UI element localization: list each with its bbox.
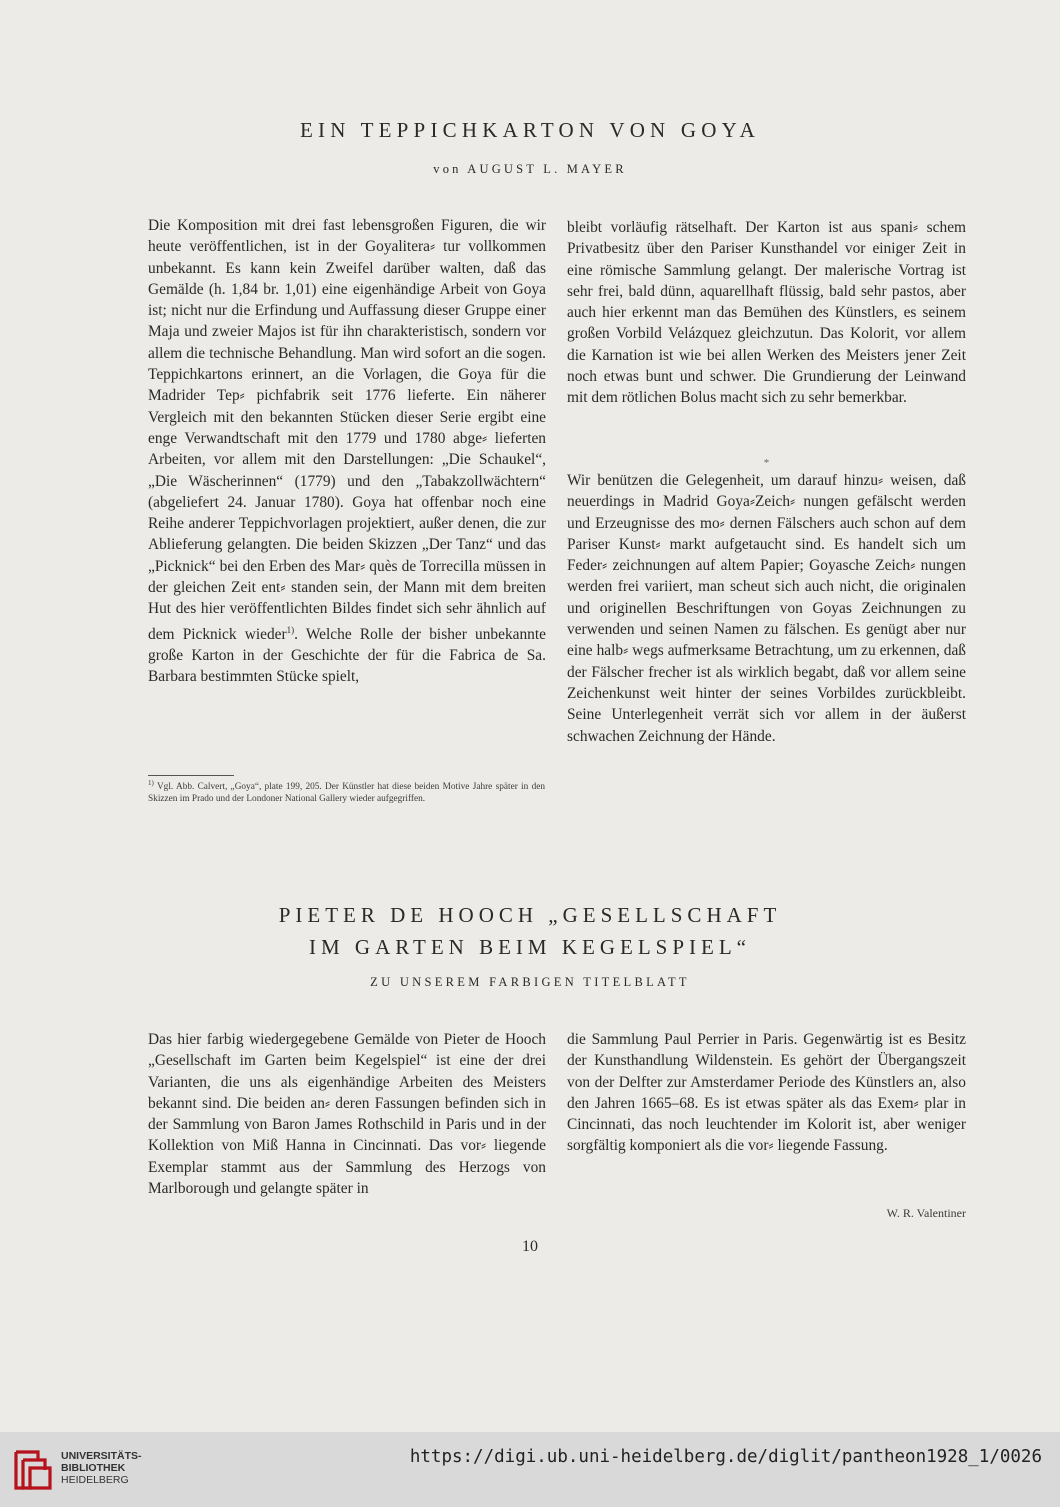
article2-column-right: [567, 1029, 966, 1157]
author-signature: W. R. Valentiner: [886, 1206, 966, 1220]
library-name-line: UNIVERSITÄTS-: [61, 1450, 142, 1462]
footnote-divider: [148, 775, 234, 776]
library-name-line: HEIDELBERG: [61, 1474, 129, 1486]
article2-title-line: PIETER DE HOOCH „GESELLSCHAFT: [278, 903, 782, 927]
article-column-right-continued: [567, 470, 966, 747]
article-byline: von AUGUST L. MAYER: [433, 162, 627, 176]
body-paragraph: Wir benützen die Gelegenheit, um darauf hinzu⸗ weisen, daß neuerdings in Madrid Goya⸗Zeich⸗ nungen gefälscht werden und Erzeugnisse des mo⸗ dernen Fälschers auch schon auf dem Pariser Kunst⸗ markt aufgetaucht sind. Es handelt sich um Feder⸗ zeichnungen auf altem Papier; Goyasche Zeich⸗ nungen werden frei variiert, man scheut sich auch nicht, die originalen und originellen Beschriftungen von Goyas Zeichnungen zu verwenden und seinen Namen zu fälschen. Es genügt aber nur eine halb⸗ wegs aufmerksame Betrachtung, um zu erkennen, daß der Fälscher frecher ist als wirklich begabt, daß vor allem seine Zeichenkunst weit hinter der seines Vorbildes zurückbleibt. Seine Unterlegenheit verrät sich vor allem in der äußerst schwachen Zeichnung der Hände.: [567, 472, 966, 745]
body-paragraph: bleibt vorläufig rätselhaft. Der Karton ist aus spani⸗ schem Privatbesitz über den Pariser Kunsthandel vor einiger Zeit in eine römische Sammlung gelangt. Der malerische Vortrag ist sehr frei, bald dünn, aquarellhaft flüssig, bald sehr pastos, aber auch hier erkennt man das Bemühen des Künstlers, es seinem großen Vorbild Velázquez gleichzutun. Das Kolorit, vor allem die Karnation ist wie bei allen Werken des Meisters jener Zeit noch etwas bunt und schwer. Die Grundierung der Leinwand mit dem rötlichen Bolus macht sich zu sehr bemerkbar.: [567, 219, 966, 407]
body-text: . Welche Rolle der bisher unbekannte große Karton in der Geschichte der für die Fabrica de Sa. Barbara bestimmten Stücke spielt,: [148, 625, 546, 686]
footnote: [148, 777, 545, 805]
body-paragraph: [148, 215, 546, 688]
article2-subtitle: ZU UNSEREM FARBIGEN TITELBLATT: [370, 975, 690, 989]
library-name: [61, 1450, 142, 1486]
library-name-line: BIBLIOTHEK: [61, 1462, 126, 1474]
permalink-url[interactable]: https://digi.ub.uni-heidelberg.de/diglit/pantheon1928_1/0026: [409, 1447, 1042, 1467]
body-paragraph: Das hier farbig wiedergegebene Gemälde von Pieter de Hooch „Gesellschaft im Garten beim Kegelspiel“ ist eine der drei Varianten, die uns als eigenhändige Arbeiten des Meisters bekannt sind. Die beiden an⸗ deren Fassungen befinden sich in der Sammlung von Baron James Rothschild in Paris und in der Kollektion von Miß Hanna in Cincinnati. Das vor⸗ liegende Exemplar stammt aus der Sammlung des Herzogs von Marlborough und gelangte später in: [148, 1031, 546, 1198]
article2-column-left: [148, 1029, 546, 1199]
footnote-reference: 1): [286, 624, 295, 635]
article-title: EIN TEPPICHKARTON VON GOYA: [299, 118, 761, 142]
article2-title: [0, 899, 1060, 963]
article-column-left: [148, 215, 546, 688]
body-text: Die Komposition mit drei fast lebensgroßen Figuren, die wir heute veröffentlichen, ist in der Goyalitera⸗ tur vollkommen unbekannt. Es kann kein Zweifel darüber walten, daß das Gemälde (h. 1,84 br. 1,01) eine eigenhändige Arbeit von Goya ist; nicht nur die Erfindung und Auffassung dieser Gruppe einer Maja und zweier Majos ist für ihn charakteristisch, sondern vor allem die technische Behandlung. Man wird sofort an die sogen. Teppichkartons erinnert, an die Vorlagen, die Goya für die Madrider Tep⸗ pichfabrik seit 1776 lieferte. Ein näherer Vergleich mit den bekannten Stücken dieser Serie ergibt eine enge Verwandtschaft mit den 1779 und 1780 abge⸗ lieferten Arbeiten, vor allem mit den Darstellungen: „Die Schaukel“, „Die Wäscherinnen“ (1779) und den „Tabakzollwächtern“ (abgeliefert 24. Januar 1780). Goya hat offenbar noch eine Reihe anderer Teppichvorlagen projektiert, außer denen, die zur Ablieferung gelangten. Die beiden Skizzen „Der Tanz“ und das „Picknick“ bei den Erben des Mar⸗ quès de Torrecilla müssen in der gleichen Zeit ent⸗ standen sein, der Mann mit dem breiten Hut des hier veröffentlichten Bildes findet sich sehr ähnlich auf dem Picknick wieder: [148, 217, 546, 643]
viewer-footer: [0, 1432, 1060, 1507]
footnote-number: 1): [148, 779, 154, 787]
body-paragraph: die Sammlung Paul Perrier in Paris. Gegenwärtig ist es Besitz der Kunsthandlung Wildenstein. Es gehört der Übergangszeit von der Delfter zur Amsterdamer Periode des Künstlers an, also den Jahren 1665–68. Es ist etwas später als das Exem⸗ plar in Cincinnati, das noch leuchtender im Kolorit ist, aber weniger sorgfältig komponiert als die vor⸗ liegende Fassung.: [567, 1031, 966, 1155]
section-separator: *: [763, 457, 770, 469]
article-column-right: [567, 217, 966, 409]
footnote-text: Vgl. Abb. Calvert, „Goya“, plate 199, 205. Der Künstler hat diese beiden Motive Jahre später in den Skizzen im Prado und der Londoner National Gallery wieder aufgegriffen.: [148, 782, 545, 805]
page-number: 10: [522, 1238, 538, 1255]
article2-title-line: IM GARTEN BEIM KEGELSPIEL“: [309, 935, 751, 959]
library-logo-icon[interactable]: [12, 1442, 52, 1494]
